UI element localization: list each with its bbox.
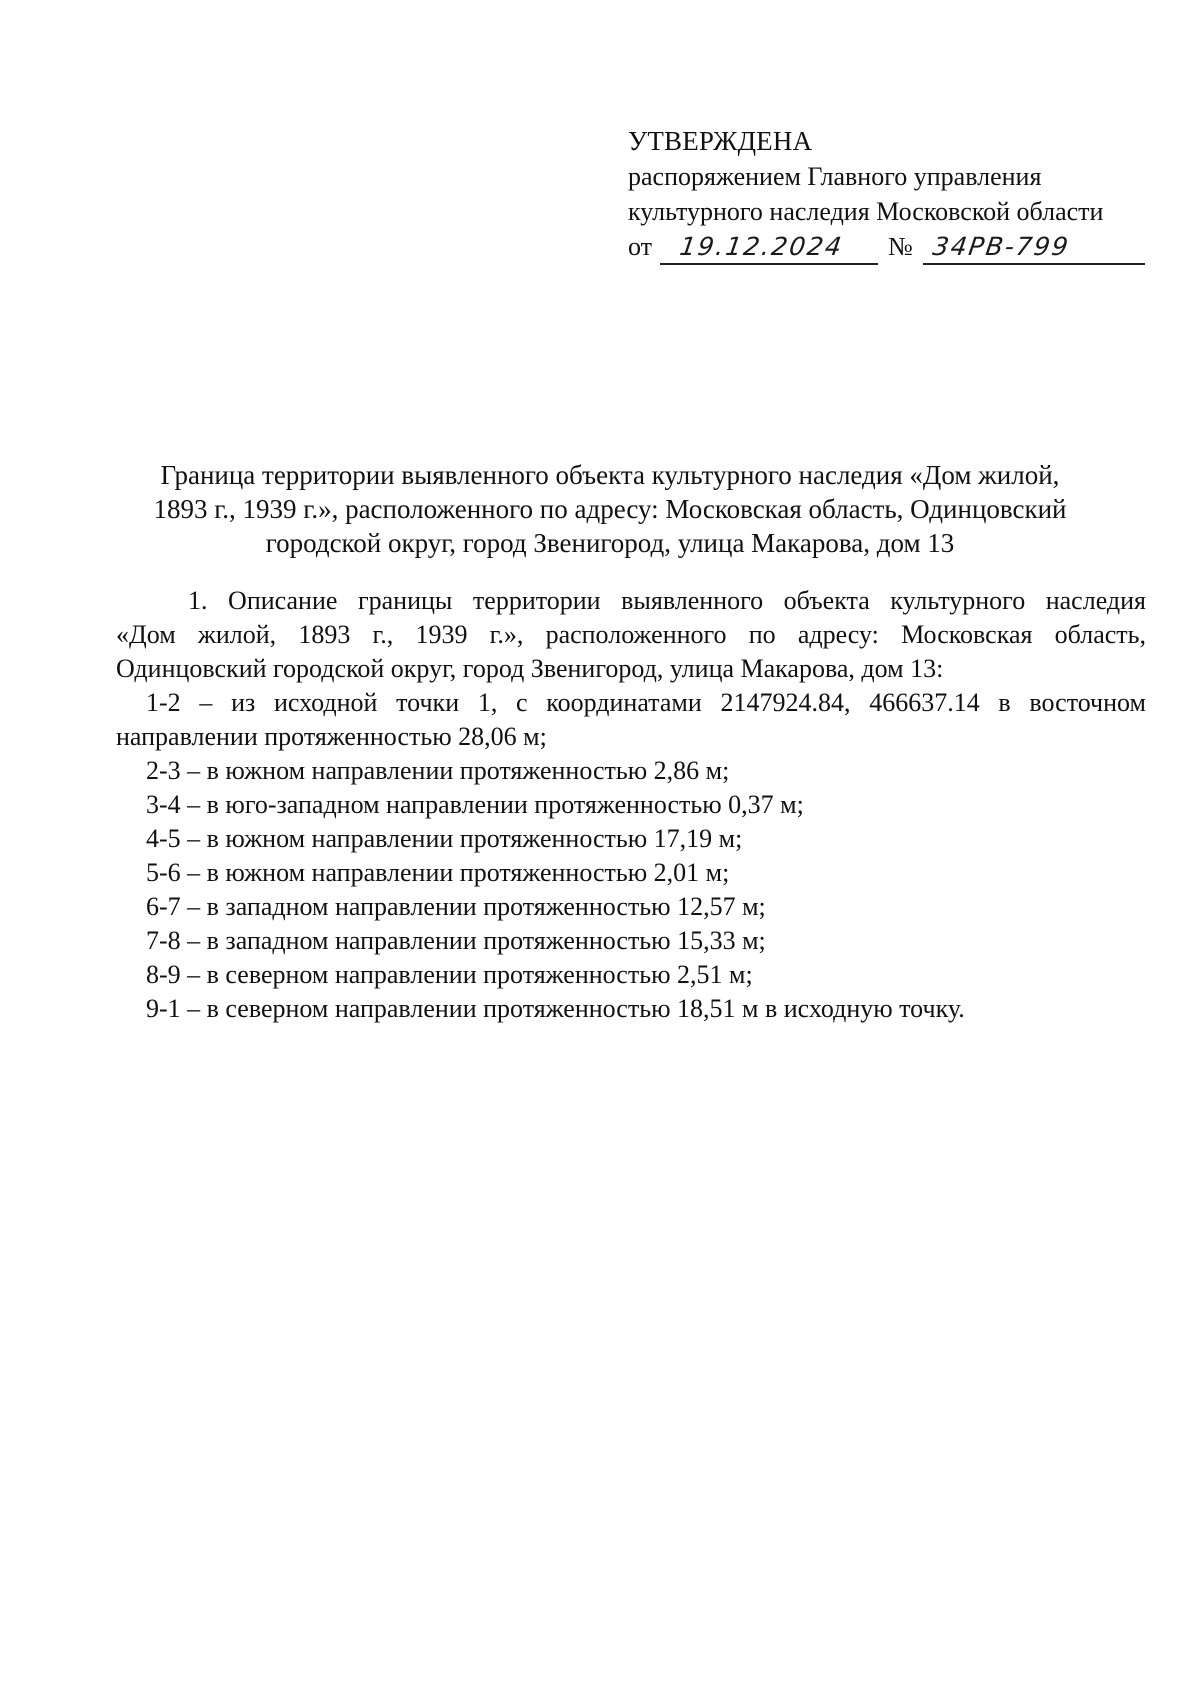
- segment-1-2-line-2: направлении протяженностью 28,06 м;: [116, 722, 547, 751]
- date-label: от: [628, 232, 653, 261]
- approval-line-1: распоряжением Главного управления: [628, 162, 1042, 191]
- segment-item: 7-8 – в западном направлении протяженностью 15,33 м;: [146, 926, 766, 955]
- number-field: [923, 229, 1145, 265]
- segment-item: 8-9 – в северном направлении протяженностью 2,51 м;: [146, 960, 753, 989]
- segment-item: 2-3 – в южном направлении протяженностью 2,86 м;: [146, 756, 730, 785]
- segment-1-2-line-1: 1-2 – из исходной точки 1, с координатами 2147924.84, 466637.14 в восточном: [146, 688, 1146, 717]
- segment-item: 4-5 – в южном направлении протяженностью 17,19 м;: [146, 824, 743, 853]
- date-field: [660, 229, 878, 265]
- approval-block: [628, 124, 1168, 269]
- segment-1-2: [116, 686, 1146, 754]
- segment-item: 9-1 – в северном направлении протяженностью 18,51 м в исходную точку.: [146, 994, 965, 1023]
- number-label: №: [888, 232, 913, 261]
- segment-item: 6-7 – в западном направлении протяженностью 12,57 м;: [146, 892, 766, 921]
- document-title: [130, 458, 1090, 560]
- boundary-description: [116, 584, 1146, 686]
- description-line-2: «Дом жилой, 1893 г., 1939 г.», расположенного по адресу: Московская область,: [116, 620, 1146, 649]
- document-body: [116, 584, 1146, 1026]
- title-line-1: Граница территории выявленного объекта культурного наследия «Дом жилой,: [160, 460, 1060, 490]
- approval-sign-row: [628, 229, 1168, 269]
- segment-item: 3-4 – в юго-западном направлении протяженностью 0,37 м;: [146, 790, 804, 819]
- title-line-3: городской округ, город Звенигород, улица Макарова, дом 13: [265, 528, 955, 558]
- description-line-3: Одинцовский городской округ, город Звенигород, улица Макарова, дом 13:: [116, 654, 944, 683]
- title-line-2: 1893 г., 1939 г.», расположенного по адресу: Московская область, Одинцовский: [153, 494, 1067, 524]
- handwritten-number: 34РВ-799: [930, 232, 1072, 261]
- approval-line-2: культурного наследия Московской области: [628, 197, 1104, 226]
- approval-heading: УТВЕРЖДЕНА: [628, 126, 813, 156]
- description-line-1: 1. Описание границы территории выявленного объекта культурного наследия: [188, 586, 1146, 615]
- segment-item: 5-6 – в южном направлении протяженностью 2,01 м;: [146, 858, 730, 887]
- segment-list: [116, 754, 1146, 1026]
- handwritten-date: 19.12.2024: [677, 232, 846, 261]
